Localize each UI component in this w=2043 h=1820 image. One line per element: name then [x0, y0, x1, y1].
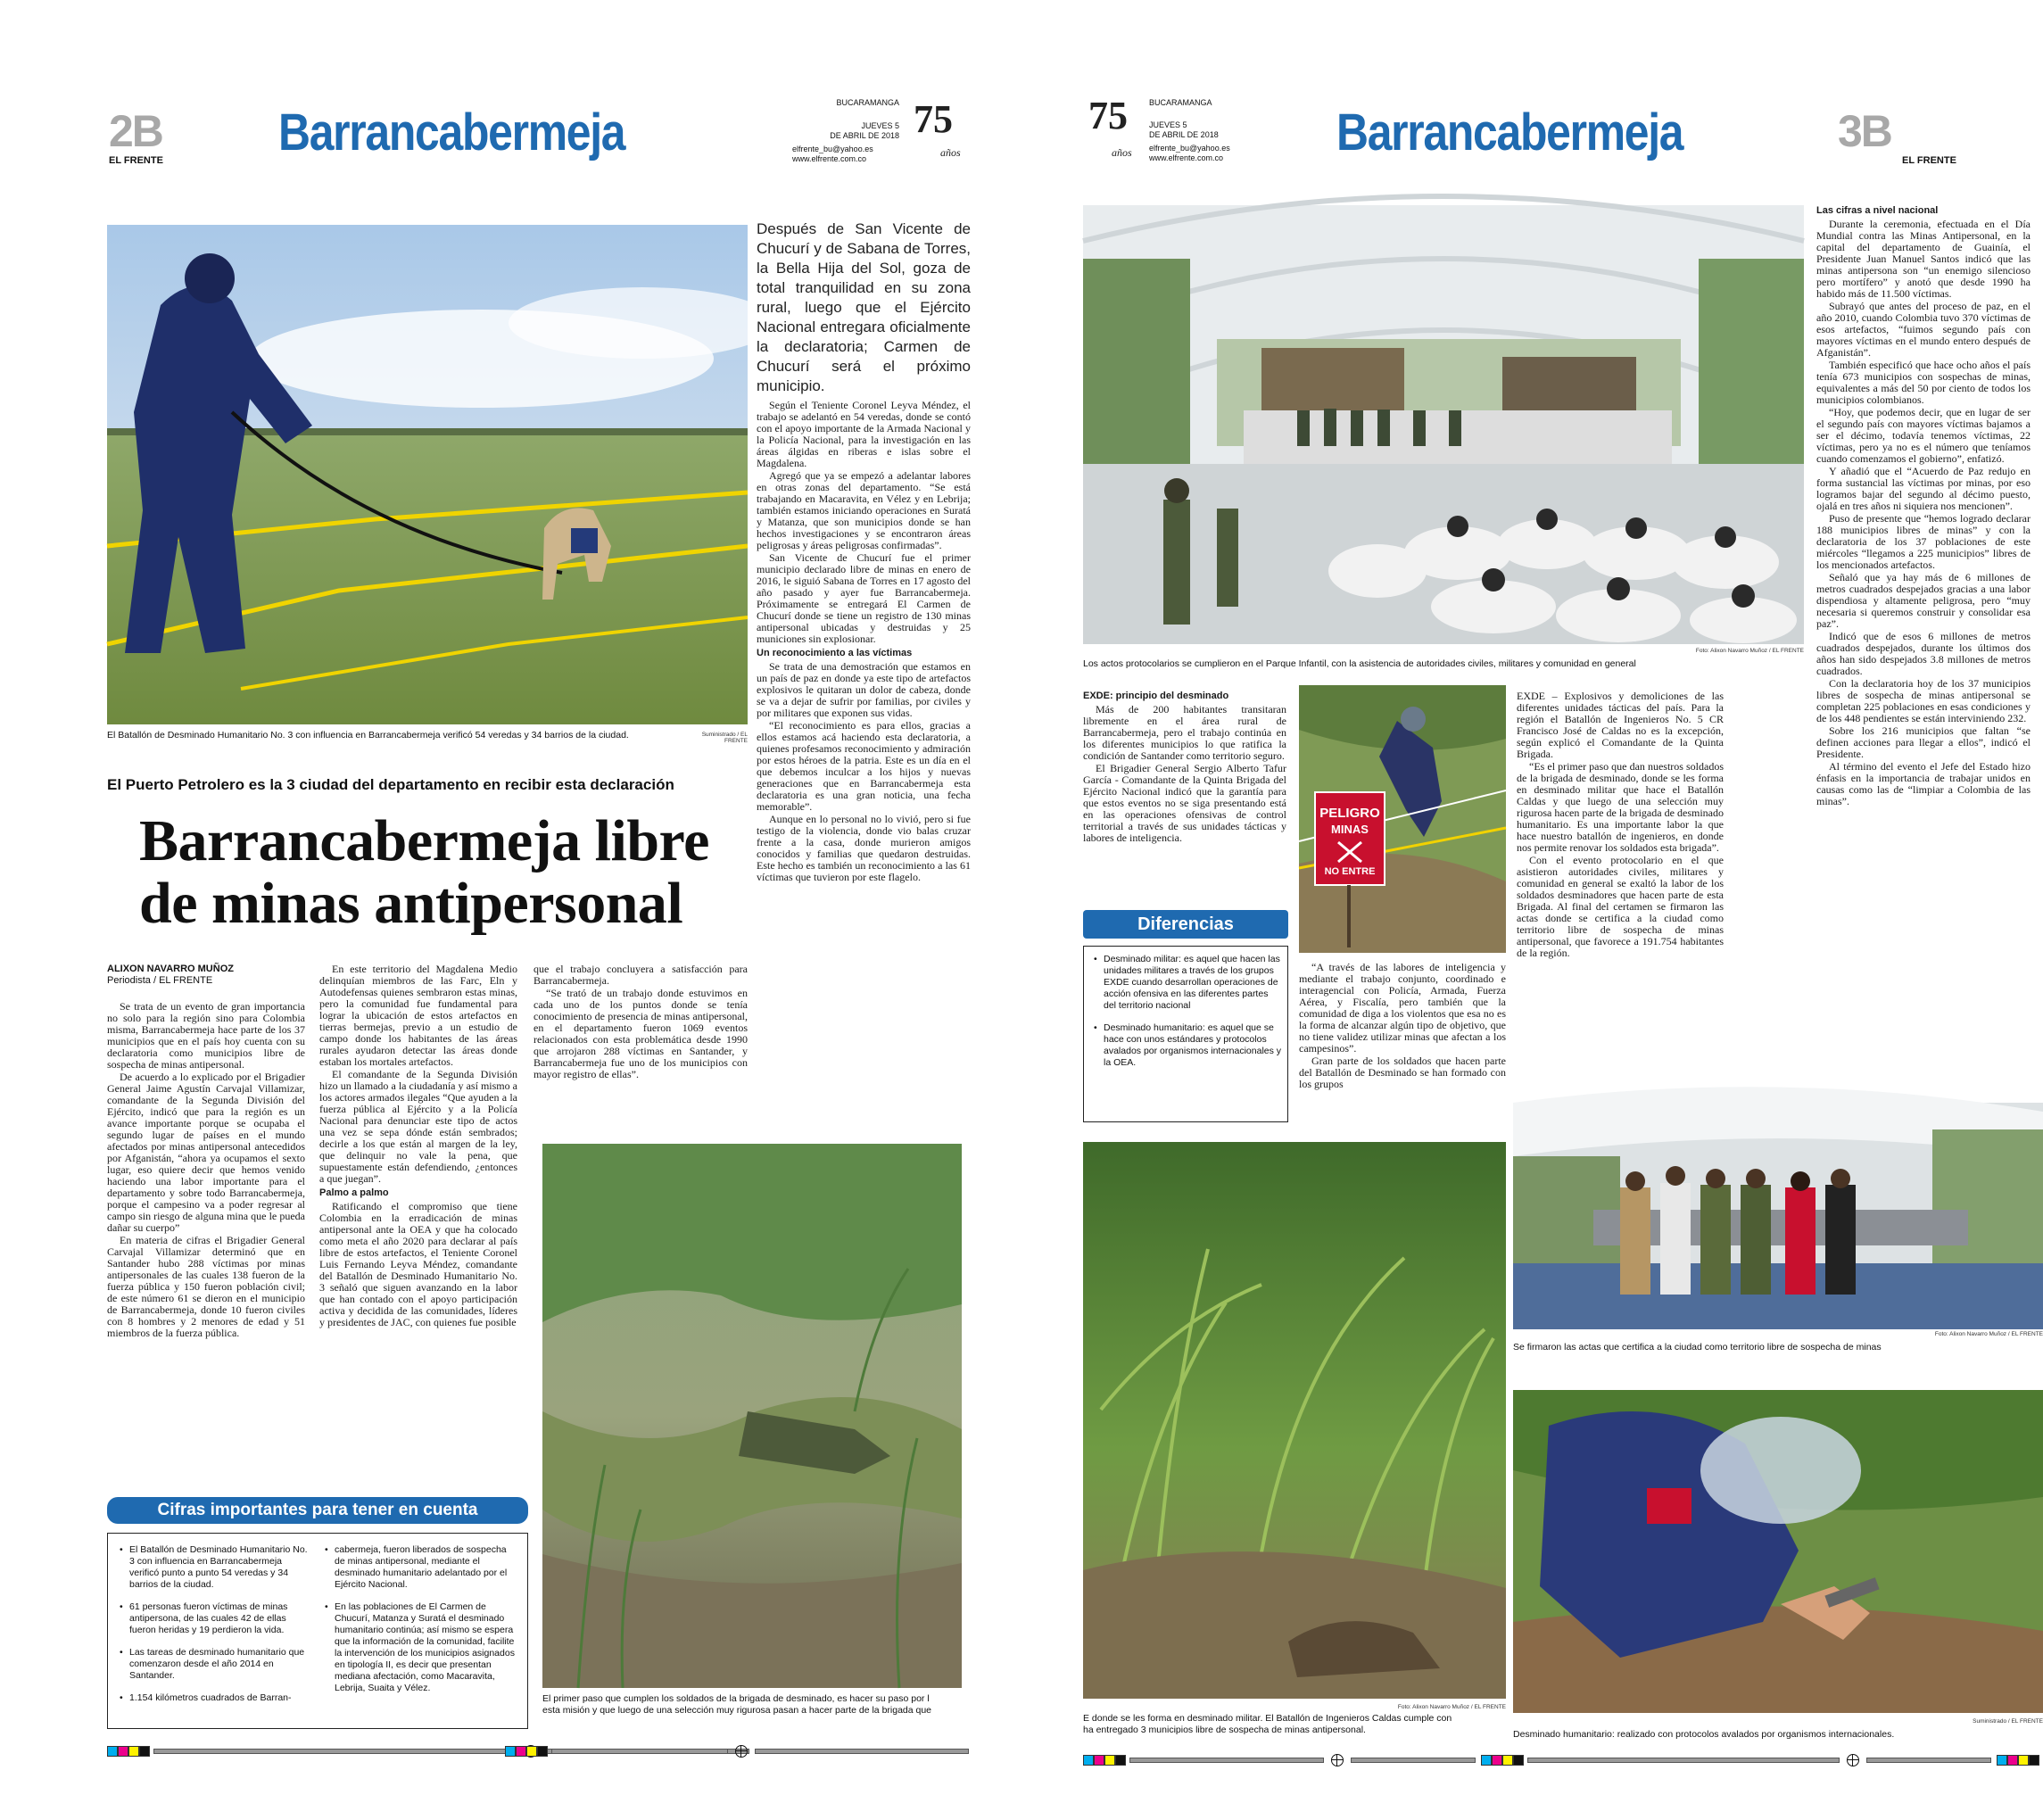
caption-line: E donde se les forma en desminado militar. El Batallón de Ingenieros Caldas cumple con [1083, 1713, 1452, 1724]
photo4-credit: Foto: Alixon Navarro Muñoz / EL FRENTE [1397, 1704, 1506, 1710]
paragraph: Puso de presente que “hemos logrado declarar 188 municipios libres de minas” y con la declaratoria de los 37 poblaciones de este miércoles “llegamos a 225 municipios” libres de los mencionados artefactos. [1816, 512, 2031, 571]
swatch-black [1115, 1755, 1126, 1766]
paragraph: De acuerdo a lo explicado por el Brigadier General Jaime Agustín Carvajal Villamizar, comandante de la Segunda División del Ejército, indicó que para la región es un avance importante porque se ocupaba el segundo lugar de países en el mundo afectados por minas antipersonal antecedidos por Afganistán, “ahora ya ocupamos el sexto lugar, eso quiere decir que hemos venido haciendo una labor importante para el departamento y sobre todo Barrancabermeja, porque el campesino va a poder regresar al campo sin riesgo de alguna mina que le pueda dañar su cuerpo” [107, 1071, 305, 1234]
swatch-black [139, 1746, 150, 1757]
paragraph: Según el Teniente Coronel Leyva Méndez, el trabajo se adelantó en 54 veredas, donde se contó con el apoyo importante de la Armada Nacional y la Policía Nacional, para la investigación en las áreas álgidas en riberas e islas sobre el Magdalena. [757, 399, 971, 469]
logo-word: años [1112, 146, 1132, 159]
swatch-cyan [1083, 1755, 1094, 1766]
bullet-item: • 1.154 kilómetros cuadrados de Barran- [117, 1692, 313, 1704]
swatch-magenta [1492, 1755, 1502, 1766]
paragraph: San Vicente de Chucurí fue el primer municipio declarado libre de minas en enero de 2016, le siguió Sabana de Torres en 17 agosto del año pasado y ayer fue Barrancabermeja. Próximamente se entregará El Carmen de Chucurí donde se tiene un registro de 130 minas antipersonal ubicadas y destruidas y 25 municiones sin explosionar. [757, 551, 971, 645]
swatch-yellow [1502, 1755, 1513, 1766]
photo5-caption: Desminado humanitario: realizado con protocolos avalados por organismos internacionales. [1513, 1729, 1895, 1740]
swatch-magenta [2007, 1755, 2018, 1766]
diferencias-box [1083, 946, 1288, 1122]
color-bar-right-2 [1481, 1754, 2039, 1766]
byline-role: Periodista / EL FRENTE [107, 975, 213, 986]
paragraph: Con el evento protocolario en el que asistieron autoridades civiles, militares y comunidad en general se exaltó la labor de los soldados desminadores que hacen parte de esta Brigada. Al final del certamen se firmaron las actas donde se certifica a la ciudad como territorio libre de sospecha de minas antipersonal, que favorece a 191.754 habitantes de la región. [1517, 854, 1724, 959]
paragraph: Durante la ceremonia, efectuada en el Día Mundial contra las Minas Antipersonal, en la capital del departamento de Guainía, el Presidente Juan Manuel Santos indicó que las minas antipersona son “un enemigo silencioso pero mortífero” y anotó que desde 1990 ha habido más de 11.500 víctimas. [1816, 218, 2031, 300]
sign-text: MINAS [1331, 823, 1369, 836]
paragraph: También especificó que hace ocho años el país tenía 673 municipios con sospechas de minas, equivalentes a más del 50 por ciento de todos los municipios colombianos. [1816, 359, 2031, 406]
paragraph: Sobre los 216 municipios que faltan “se definen acciones para llegar a ellos”, indicó el Presidente. [1816, 724, 2031, 760]
city: BUCARAMANGA [836, 98, 899, 107]
diff-title: Diferencias [1083, 910, 1288, 939]
bullet-item: • El Batallón de Desminado Humanitario No. 3 con influencia en Barrancabermeja verificó punto a punto 54 veredas y 34 barrios de la ciudad. [117, 1544, 313, 1591]
article-col1 [1083, 691, 1286, 845]
headline [139, 810, 764, 935]
date-day: JUEVES 5 [1149, 120, 1187, 129]
date-day: JUEVES 5 [861, 121, 899, 130]
swatch-yellow [128, 1746, 139, 1757]
subhead-exde: EXDE: principio del desminado [1083, 691, 1229, 701]
page-folio: 3B [1838, 106, 1891, 156]
folio-sub: EL FRENTE [109, 155, 163, 166]
photo1-caption: Los actos protocolarios se cumplieron en el Parque Infantil, con la asistencia de autoridades civiles, militares y comunidad en general [1083, 658, 1636, 669]
byline-name: ALIXON NAVARRO MUÑOZ [107, 964, 234, 974]
paragraph: En este territorio del Magdalena Medio delinquían miembros de las Farc, Eln y Autodefensas quienes sembraron estas minas, pero la comunidad fue fundamental para lograr la ubicación de estos artefactos en tierras bermejas, previo a un estudio de campo donde los habitantes de las áreas rurales ayudaron detectar las áreas donde estaban los mortales artefactos. [319, 963, 517, 1068]
grey-bar [755, 1749, 969, 1754]
folio-sub: EL FRENTE [1902, 155, 1956, 166]
paragraph: Subrayó que antes del proceso de paz, en el año 2010, cuando Colombia tuvo 370 víctimas de esos artefactos, “fuimos segundo país con mayores víctimas en el mundo entero después de Afganistán”. [1816, 300, 2031, 359]
swatch-black [2029, 1755, 2039, 1766]
date-full: DE ABRIL DE 2018 [1149, 130, 1219, 139]
article-col3 [533, 964, 748, 1081]
swatch-black [1513, 1755, 1524, 1766]
web-link[interactable]: www.elfrente.com.co [792, 154, 867, 163]
paragraph: “El reconocimiento es para ellos, gracias a ellos estamos acá haciendo esta declaratoria, a quienes profesamos reconocimiento y admiración por estos héroes de la patria. Este es un día en el que debemos inculcar a los hijos y nuevas generaciones que en Barrancabermeja esta declaratoria es una gran noticia, una fecha memorable”. [757, 719, 971, 813]
anniversary-logo [910, 97, 972, 162]
paragraph: Señaló que ya hay más de 6 millones de metros cuadrados despejados gracias a una labor dispendiosa y altamente peligrosa, pero “muy necesaria si queremos construir y consolidar esa paz”. [1816, 571, 2031, 630]
article-col4 [1816, 205, 2031, 808]
swatch-magenta [118, 1746, 128, 1757]
swatch-magenta [1094, 1755, 1104, 1766]
paragraph: Al término del evento el Jefe del Estado hizo énfasis en la importancia de trabajar unidos en causas como las de “limpiar a Colombia de las minas”. [1816, 760, 2031, 807]
article-col3 [1517, 691, 1724, 960]
paragraph: Gran parte de los soldados que hacen parte del Batallón de Desminado se han formado con los grupos [1299, 1055, 1506, 1090]
subhead-national: Las cifras a nivel nacional [1816, 205, 1939, 216]
paragraph: El comandante de la Segunda División hizo un llamado a la ciudadanía y así mismo a los actores armados ilegales “Que ayuden a la fuerza pública al Ejército y a la Policía Nacional para denunciar este tipo de actos una vez se sepa dónde están sembrados; decirle a los que están al margen de la ley, que delinquir no vale la pena, que supuestamente están defendiendo, ¿entonces a que juegan”. [319, 1068, 517, 1185]
paragraph: Se trata de una demostración que estamos en un país de paz en donde ya este tipo de artefactos explosivos le quitaran un dolor de cabeza, donde se va a dejar de sufrir por familias, por civiles y por militares que exponen sus vidas. [757, 660, 971, 719]
photo-deminer-dog [107, 225, 748, 724]
color-bar-right [1083, 1754, 1476, 1766]
paragraph: “Se trató de un trabajo donde estuvimos en cada uno de los puntos donde se tenía conocimiento de presencia de minas antipersonal, en el departamento fueron 1069 eventos relacionados con esta problemática desde 1990 que arrojaron 288 víctimas en Santander, y Barrancabermeja fue uno de los municipios con mayor registro de ellas”. [533, 987, 748, 1080]
grey-bar [1866, 1758, 1991, 1763]
date-full: DE ABRIL DE 2018 [830, 131, 899, 140]
paragraph: Ratificando el compromiso que tiene Colombia en la erradicación de minas antipersonal ante la OEA y que ha colocado como meta el año 2020 para declarar al país libre de estos artefactos, el Teniente Coronel Luis Fernando Leyva Méndez, comandante del Batallón de Desminado Humanitario No. 3 señaló que siguen avanzando en la labor que han contado con el apoyo participación activa y decidida de las comunidades, líderes y presidentes de JAC, con quienes fue posible [319, 1200, 517, 1328]
paragraph: “A través de las labores de inteligencia y mediante el trabajo conjunto, coordinado e interagencial con Policía, Armada, Fuerza Aérea, y Fiscalía, pero también que la comunidad de diga a los violentos que esa no es la forma de alcanzar algún tipo de objetivo, que no tiene validez utilizar minas que afectan a los campesinos”. [1299, 961, 1506, 1055]
article-col1 [107, 1001, 305, 1340]
swatch-cyan [1481, 1755, 1492, 1766]
paragraph: “Hoy, que podemos decir, que en lugar de ser el segundo país con mayores víctimas bajamos a ser el décimo, todavía tenemos víctimas, 22 víctimas, pero ya no es el número que teníamos cuando comenzamos el gobierno”, enfatizó. [1816, 406, 2031, 465]
logo-number: 75 [1088, 94, 1128, 137]
swatch-cyan [1997, 1755, 2007, 1766]
masthead-meta [792, 98, 899, 108]
paragraph: “Es el primer paso que dan nuestros soldados de la brigada de desminado, donde se les forma en desminado militar que hace el Batallón Caldas y que luego de una selección muy rigurosa hacen parte de la brigada de desminado humanitario. Es una importante labor la que hace nuestro batallón de ingenieros, en donde nos permite renovar los soldados esta brigada”. [1517, 760, 1724, 854]
section-title: Barrancabermeja [278, 103, 625, 161]
logo-word: años [940, 146, 961, 159]
kicker: El Puerto Petrolero es la 3 ciudad del departamento en recibir esta declaración [107, 776, 674, 793]
sign-text: PELIGRO [1319, 806, 1380, 821]
bullet-item: • Las tareas de desminado humanitario que comenzaron desde el año 2014 en Santander. [117, 1647, 313, 1682]
grey-bar [1351, 1758, 1476, 1763]
box-title: Cifras importantes para tener en cuenta [107, 1497, 528, 1524]
paragraph: En materia de cifras el Brigadier General Carvajal Villamizar determinó que en Santander hubo 288 víctimas por minas antipersonales de las cuales 138 fueron de la fuerza pública y 150 fueron población civil; de este número 61 se dieron en el municipio de Barrancabermeja, donde 10 fueron civiles con 8 hombres y 2 menores de edad y 51 miembros de la fuerza pública. [107, 1234, 305, 1339]
bullet-item: • Desminado militar: es aquel que hacen las unidades militares a través de los grupos EXDE cuando desarrollan operaciones de acción ofensiva en las diferentes partes del territorio nacional [1091, 954, 1282, 1012]
photo1-credit: Suministrado / EL FRENTE [701, 732, 748, 744]
caption-line: ha entregado 3 municipios libre de sospecha de minas antipersonal. [1083, 1725, 1366, 1735]
photo-minefield-ground [542, 1144, 962, 1688]
registration-mark-icon [735, 1745, 748, 1758]
caption-line: esta misión y que luego de una selección muy rigurosa pasan a hacer parte de la brigada que [542, 1705, 932, 1716]
photo3-credit: Foto: Alixon Navarro Muñoz / EL FRENTE [1934, 1331, 2043, 1337]
sign-text: NO ENTRE [1324, 866, 1376, 877]
paragraph: Más de 200 habitantes transitaran libremente en el área rural de Barrancabermeja, pero el trabajo continúa en los diferentes municipios lo que ratifica la condición de Santander como territorio seguro. [1083, 703, 1286, 762]
swatch-black [537, 1746, 548, 1757]
swatch-yellow [1104, 1755, 1115, 1766]
caption-line: El primer paso que cumplen los soldados de la brigada de desminado, es hacer su paso por l [542, 1693, 930, 1704]
paragraph: Y añadió que el “Acuerdo de Paz redujo en forma sustancial las víctimas por minas, por eso logramos bajar del segundo al décimo puesto, ojalá en tres años ni siquiera nos mencionen”. [1816, 465, 2031, 512]
paragraph: EXDE – Explosivos y demoliciones de las diferentes unidades tácticas del país. Para la región el Batallón de Ingenieros No. 5 CR Francisco José de Caldas no es la excepción, según explicó el Comandante de la Quinta Brigada. [1517, 690, 1724, 760]
diff-list [1091, 954, 1282, 1080]
anniversary-logo [1085, 96, 1147, 164]
swatch-magenta [516, 1746, 526, 1757]
photo1-caption: El Batallón de Desminado Humanitario No. 3 con influencia en Barrancabermeja verificó 54 veredas y 34 barrios de la ciudad. [107, 730, 629, 740]
photo-deminer-digging [1513, 1390, 2043, 1713]
photo3-caption: Se firmaron las actas que certifica a la ciudad como territorio libre de sospecha de minas [1513, 1342, 1882, 1353]
paragraph: El Brigadier General Sergio Alberto Tafur García - Comandante de la Quinta Brigada del Ejército Nacional indicó que la garantía para que estos eventos no se siga presentando está en las operaciones ofensivas de control territorial a través de sus unidades tácticas y labores de inteligencia. [1083, 762, 1286, 844]
bullet-item: • Desminado humanitario: es aquel que se hace con unos estándares y protocolos avalados por organismos internacionales y la OEA. [1091, 1022, 1282, 1069]
section-title: Barrancabermeja [1336, 103, 1683, 161]
logo-number: 75 [914, 97, 953, 141]
swatch-yellow [2018, 1755, 2029, 1766]
photo-ceremony [1083, 205, 1804, 644]
photo-minefield-sign [1299, 685, 1506, 953]
registration-mark-icon [1847, 1754, 1859, 1766]
subhead-victims: Un reconocimiento a las víctimas [757, 648, 913, 658]
grey-bar [551, 1749, 728, 1754]
right-page [990, 0, 2043, 1820]
subhead-palmo: Palmo a palmo [319, 1187, 389, 1198]
paragraph: Agregó que ya se empezó a adelantar labores en otras zonas del departamento. “Se está trabajando en Macaravita, en Vélez y en Lebrija; también estamos iniciando operaciones en Suratá y Matanza, que son municipios donde se han hechos investigaciones y se encontraron áreas peligrosas y áreas peligrosas confirmadas”. [757, 469, 971, 551]
photo4-caption [1083, 1713, 1506, 1736]
swatch-cyan [505, 1746, 516, 1757]
web-link[interactable]: www.elfrente.com.co [1149, 153, 1224, 162]
bullet-item: • 61 personas fueron víctimas de minas antipersona, de las cuales 42 de ellas fueron heridas y 19 perdieron la vida. [117, 1601, 313, 1636]
swatch-cyan [107, 1746, 118, 1757]
grey-bar [153, 1749, 517, 1754]
color-bar-left-2 [505, 1745, 969, 1758]
article-col2 [1299, 962, 1506, 1091]
email-link[interactable]: elfrente_bu@yahoo.es [1149, 144, 1230, 153]
article-col2 [319, 964, 517, 1329]
paragraph: que el trabajo concluyera a satisfacción para Barrancabermeja. [533, 963, 748, 987]
paragraph: Con la declaratoria hoy de los 37 municipios libres de sospecha de minas antipersonal se completan 225 poblaciones en esas condiciones y de los 448 pendientes se están interviniendo 232. [1816, 677, 2031, 724]
photo-signing-group [1513, 1103, 2043, 1329]
article-col4 [757, 400, 971, 884]
cifras-box [107, 1533, 528, 1729]
left-page [0, 0, 990, 1820]
bullet-continuation: • cabermeja, fueron liberados de sospecha de minas antipersonal, mediante el desminado humanitario adelantado por el Ejército Nacional. [322, 1544, 518, 1591]
paragraph: Aunque en lo personal no lo vivió, pero si fue testigo de la violencia, donde vio balas cruzar frente a la casa, donde murieron amigos conocidos y familias que quedaron destruidas. Este hecho es también un reconocimiento a las 61 víctimas que tuvieron por este flagelo. [757, 813, 971, 883]
swatch-yellow [526, 1746, 537, 1757]
paragraph: Indicó que de esos 6 millones de metros cuadrados despejados, durante los últimos dos años han sido despejados 3.8 millones de metros cuadrados. [1816, 630, 2031, 677]
lead-summary: Después de San Vicente de Chucurí y de Sabana de Torres, la Bella Hija del Sol, goza de total tranquilidad en su zona rural, luego que el Ejército Nacional entregara oficialmente la declaratoria; Carmen de Chucurí será el próximo municipio. [757, 220, 971, 394]
photo-vegetation [1083, 1142, 1506, 1699]
headline-line: de minas antipersonal [139, 871, 683, 936]
byline [107, 964, 234, 987]
page-folio: 2B [109, 106, 162, 156]
masthead-meta [1149, 98, 1230, 163]
bullet-item: • En las poblaciones de El Carmen de Chucurí, Matanza y Suratá el desminado humanitario continúa; así mismo se espera que la información de la comunidad, facilite la intervención de los municipios asignados en tipología II, es decir que presentan mediana afectación, como Macaravita, Lebrija, Suaita y Vélez. [322, 1601, 518, 1694]
cifras-left-col [117, 1544, 313, 1715]
registration-mark-icon [1331, 1754, 1344, 1766]
cifras-right-col [322, 1544, 518, 1705]
email-link[interactable]: elfrente_bu@yahoo.es [792, 145, 873, 153]
contact-block [792, 145, 917, 164]
grey-bar [1527, 1758, 1840, 1763]
date-block [819, 121, 899, 141]
paragraph: Se trata de un evento de gran importancia no solo para la región sino para Colombia misma, Barrancabermeja hace parte de los 37 municipios que en el país hoy cuenta con su declaratoria como municipios libre de sospecha de minas antipersonal. [107, 1000, 305, 1071]
photo2-caption [542, 1693, 962, 1717]
photo5-credit: Suministrado / EL FRENTE [1973, 1718, 2043, 1725]
city: BUCARAMANGA [1149, 98, 1212, 107]
photo1-credit: Foto: Alixon Navarro Muñoz / EL FRENTE [1695, 648, 1804, 654]
grey-bar [1129, 1758, 1324, 1763]
headline-line: Barrancabermeja libre [139, 808, 709, 873]
